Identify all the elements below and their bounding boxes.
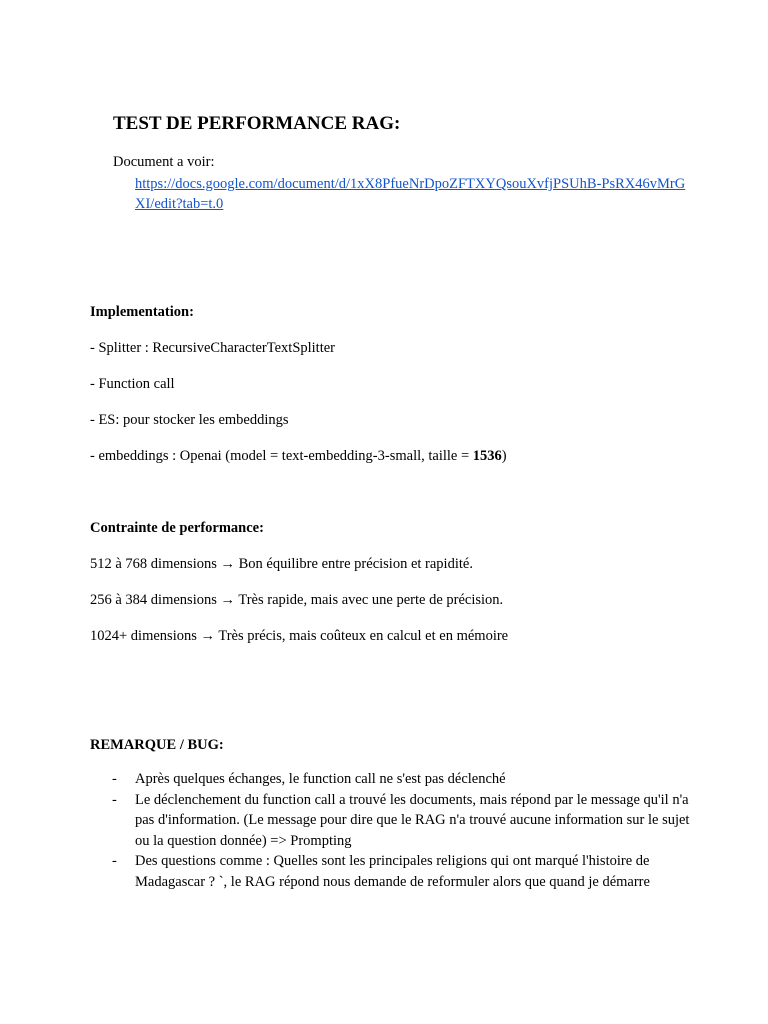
list-item [90,851,690,892]
implementation-item-embeddings [90,446,507,466]
embeddings-text: - embeddings : Openai (model = text-embedding-3-small, taille = [90,448,473,464]
remarque-item-text: Après quelques échanges, le function call ne s'est pas déclenché [135,771,506,787]
contrainte-heading: Contrainte de performance: [90,520,264,536]
implementation-item-es: - ES: pour stocker les embeddings [90,412,289,428]
remarque-heading: REMARQUE / BUG: [90,737,224,753]
document-title: TEST DE PERFORMANCE RAG: [113,113,401,134]
contrainte-item-512: 512 à 768 dimensions → Bon équilibre entre précision et rapidité. [90,556,473,572]
implementation-item-function-call: - Function call [90,376,175,392]
remarque-list [90,769,690,892]
embeddings-suffix: ) [501,448,507,464]
implementation-item-splitter: - Splitter : RecursiveCharacterTextSplitter [90,340,336,356]
contrainte-item-256: 256 à 384 dimensions → Très rapide, mais avec une perte de précision. [90,592,504,608]
bullet-dash: - [112,771,117,787]
embeddings-size: 1536 [472,448,502,464]
contrainte-item-1024: 1024+ dimensions → Très précis, mais coûteux en calcul et en mémoire [90,628,509,644]
remarque-item-text: Le déclenchement du function call a trouvé les documents, mais répond par le message qu'il n'a pas d'information. (Le message pour dire que le RAG n'a trouvé aucune information sur le sujet ou la question donnée) => Prompting [135,791,690,849]
bullet-dash: - [112,791,117,808]
implementation-heading: Implementation: [90,304,194,320]
list-item [90,769,690,790]
document-link-label: Document a voir: [113,154,215,170]
bullet-dash: - [112,853,117,869]
remarque-item-text: Des questions comme : Quelles sont les principales religions qui ont marqué l'histoire de Madagascar ? `, le RAG répond nous demande de reformuler alors que quand je démarre [135,853,650,890]
document-link[interactable]: https://docs.google.com/document/d/1xX8PfueNrDpoZFTXYQsouXvfjPSUhB-PsRX46vMrGXI/edit?tab=t.0 [135,176,686,212]
list-item [90,790,690,852]
